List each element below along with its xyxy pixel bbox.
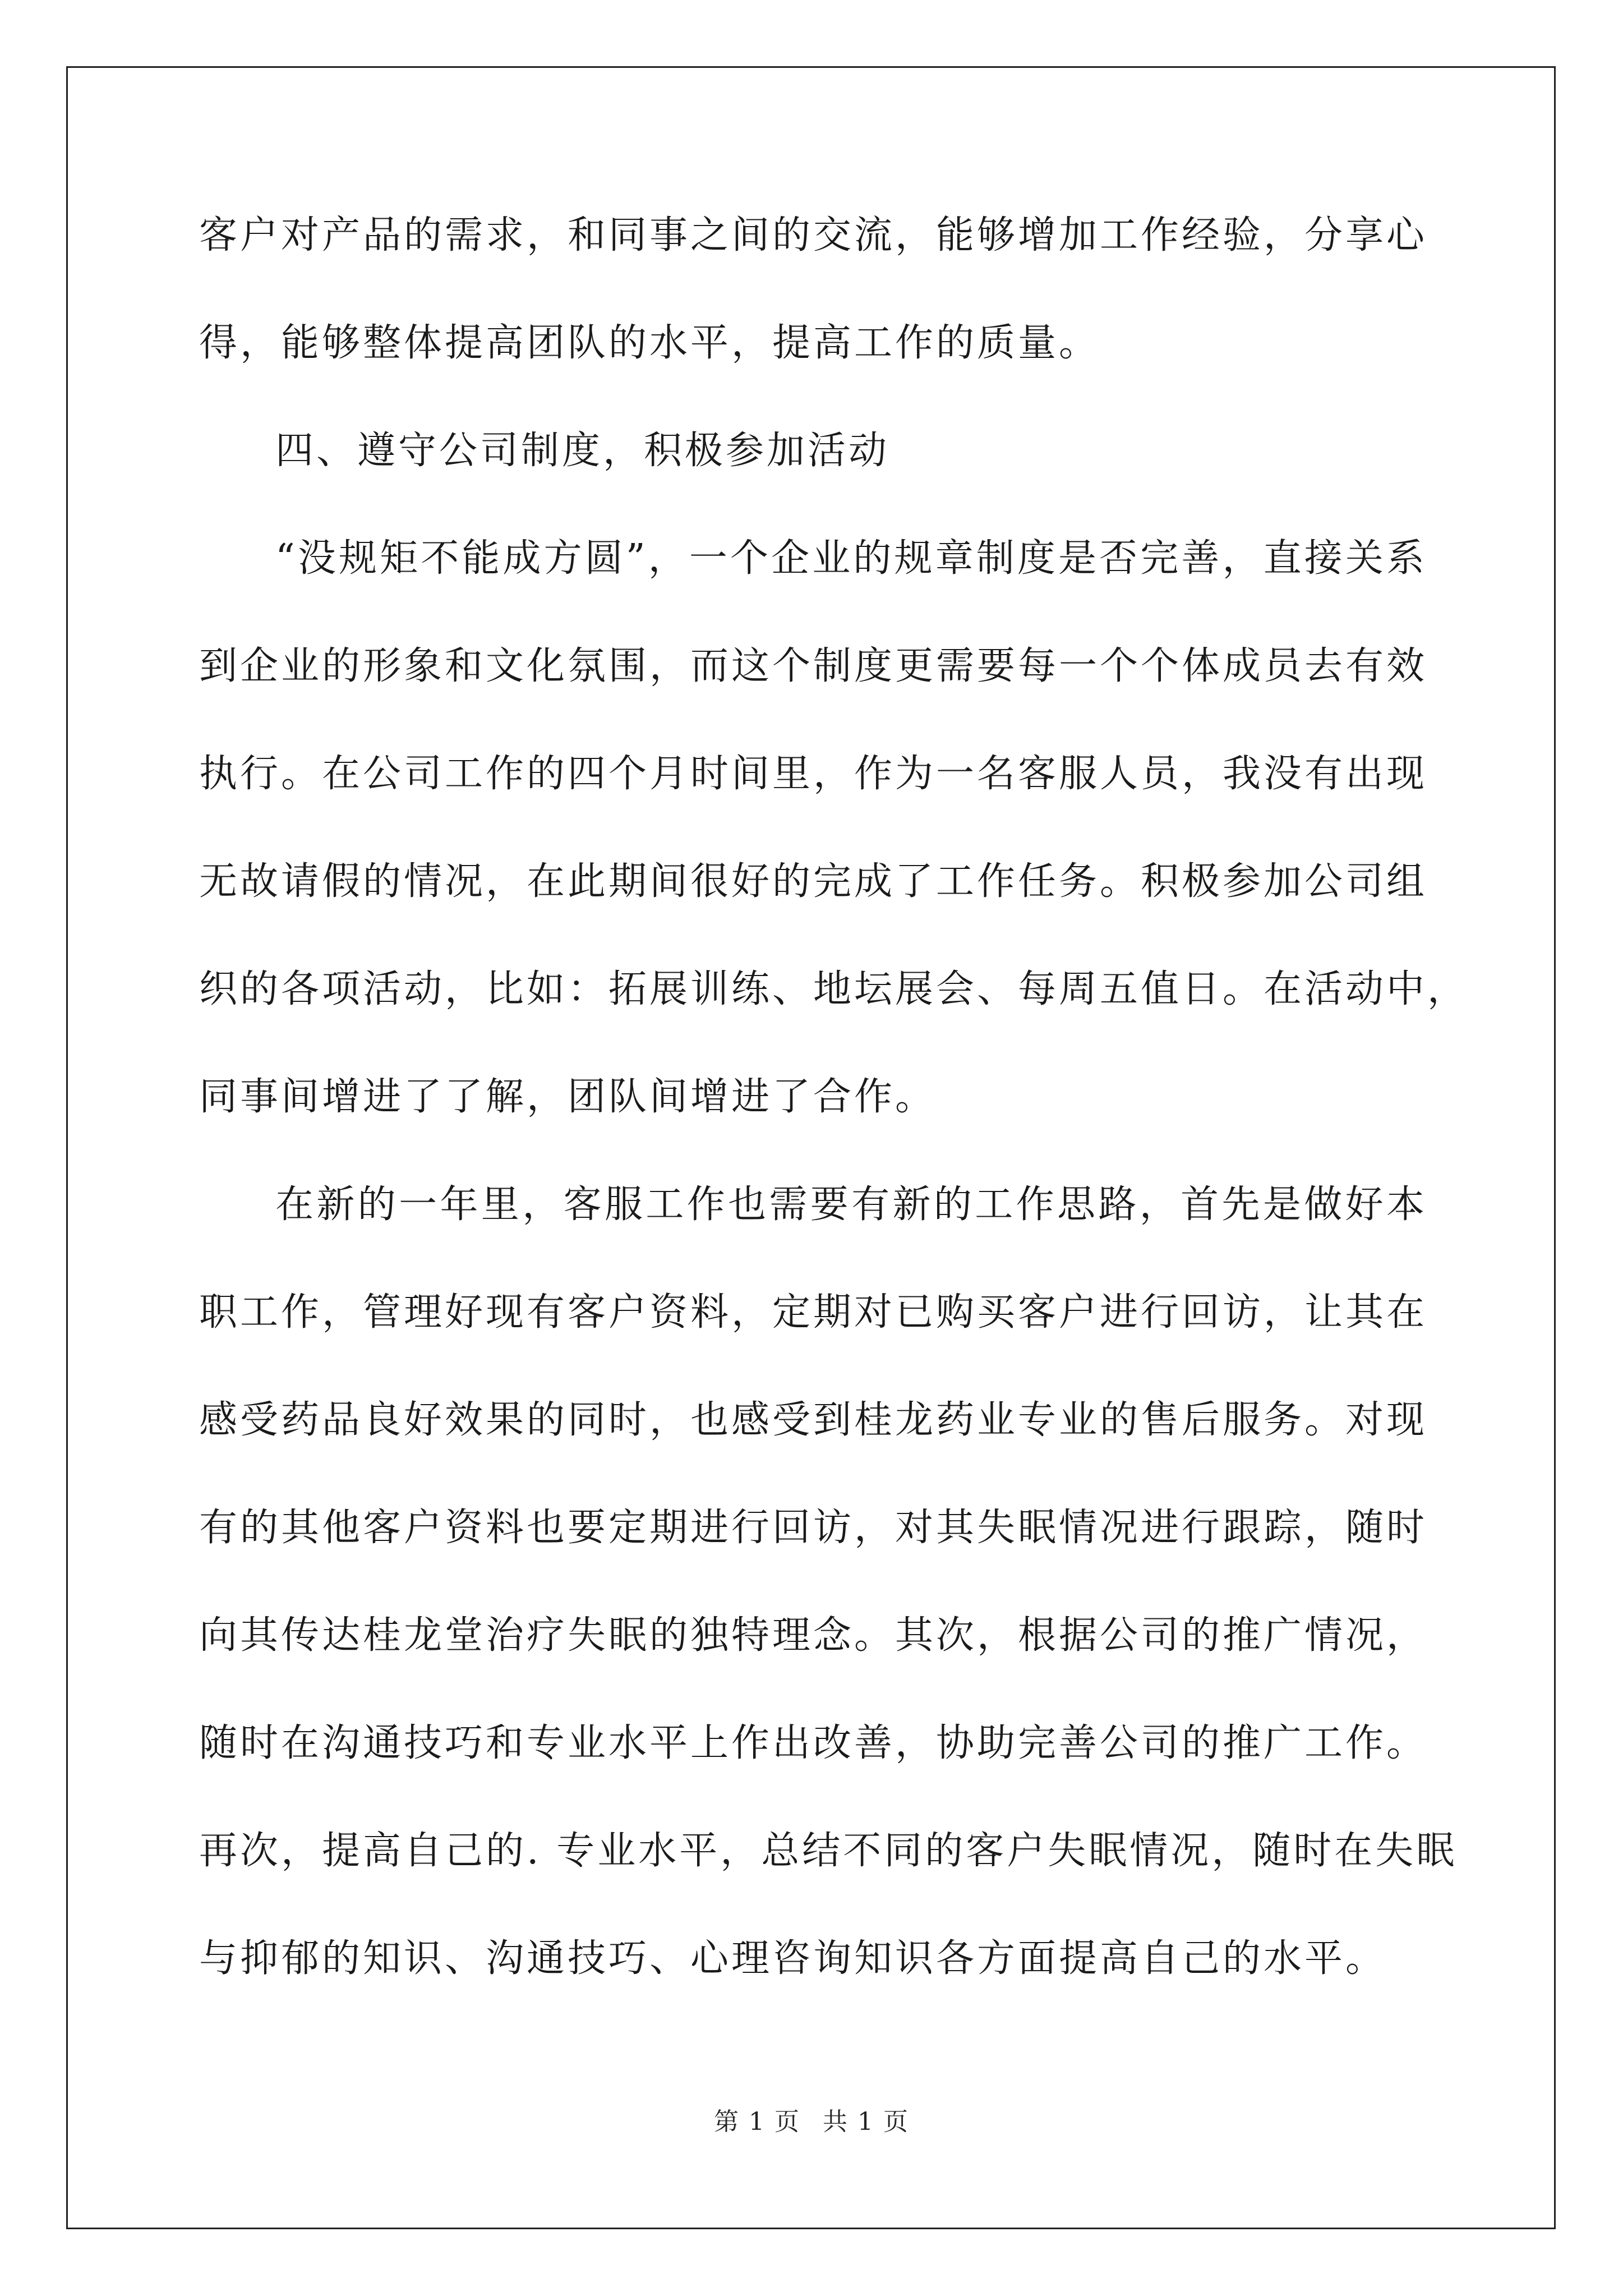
text-line-15: 随时在沟通技巧和专业水平上作出改善，协助完善公司的推广工作。 — [199, 1721, 1428, 1765]
text-line-14: 向其传达桂龙堂治疗失眠的独特理念。其次，根据公司的推广情况， — [199, 1613, 1428, 1658]
text-line-8: 织的各项活动，比如：拓展训练、地坛展会、每周五值日。在活动中， — [199, 967, 1469, 1011]
text-line-6: 执行。在公司工作的四个月时间里，作为一名客服人员，我没有出现 — [199, 752, 1428, 796]
text-line-17: 与抑郁的知识、沟通技巧、心理咨询知识各方面提高自己的水平。 — [199, 1936, 1387, 1981]
page-total: 共 1 页 — [823, 2108, 909, 2136]
text-line-4: “没规矩不能成方圆”，一个企业的规章制度是否完善，直接关系 — [275, 536, 1427, 581]
text-line-5: 到企业的形象和文化氛围，而这个制度更需要每一个个体成员去有效 — [199, 644, 1428, 688]
text-line-13: 有的其他客户资料也要定期进行回访，对其失眠情况进行跟踪，随时 — [199, 1506, 1428, 1550]
text-line-10: 在新的一年里，客服工作也需要有新的工作思路，首先是做好本 — [275, 1182, 1427, 1227]
text-line-2: 得，能够整体提高团队的水平，提高工作的质量。 — [199, 321, 1100, 365]
page-footer — [0, 2106, 1623, 2138]
page-number: 第 1 页 — [714, 2108, 800, 2136]
text-line-9: 同事间增进了了解，团队间增进了合作。 — [199, 1075, 937, 1119]
page-border — [66, 66, 1556, 2229]
text-line-7: 无故请假的情况，在此期间很好的完成了工作任务。积极参加公司组 — [199, 859, 1428, 904]
section-heading: 四、遵守公司制度，积极参加活动 — [275, 429, 890, 473]
text-line-1: 客户对产品的需求，和同事之间的交流，能够增加工作经验，分享心 — [199, 213, 1428, 257]
text-line-11: 职工作，管理好现有客户资料，定期对已购买客户进行回访，让其在 — [199, 1290, 1428, 1335]
text-line-16: 再次，提高自己的. 专业水平，总结不同的客户失眠情况，随时在失眠 — [199, 1829, 1458, 1873]
text-line-12: 感受药品良好效果的同时，也感受到桂龙药业专业的售后服务。对现 — [199, 1398, 1428, 1442]
